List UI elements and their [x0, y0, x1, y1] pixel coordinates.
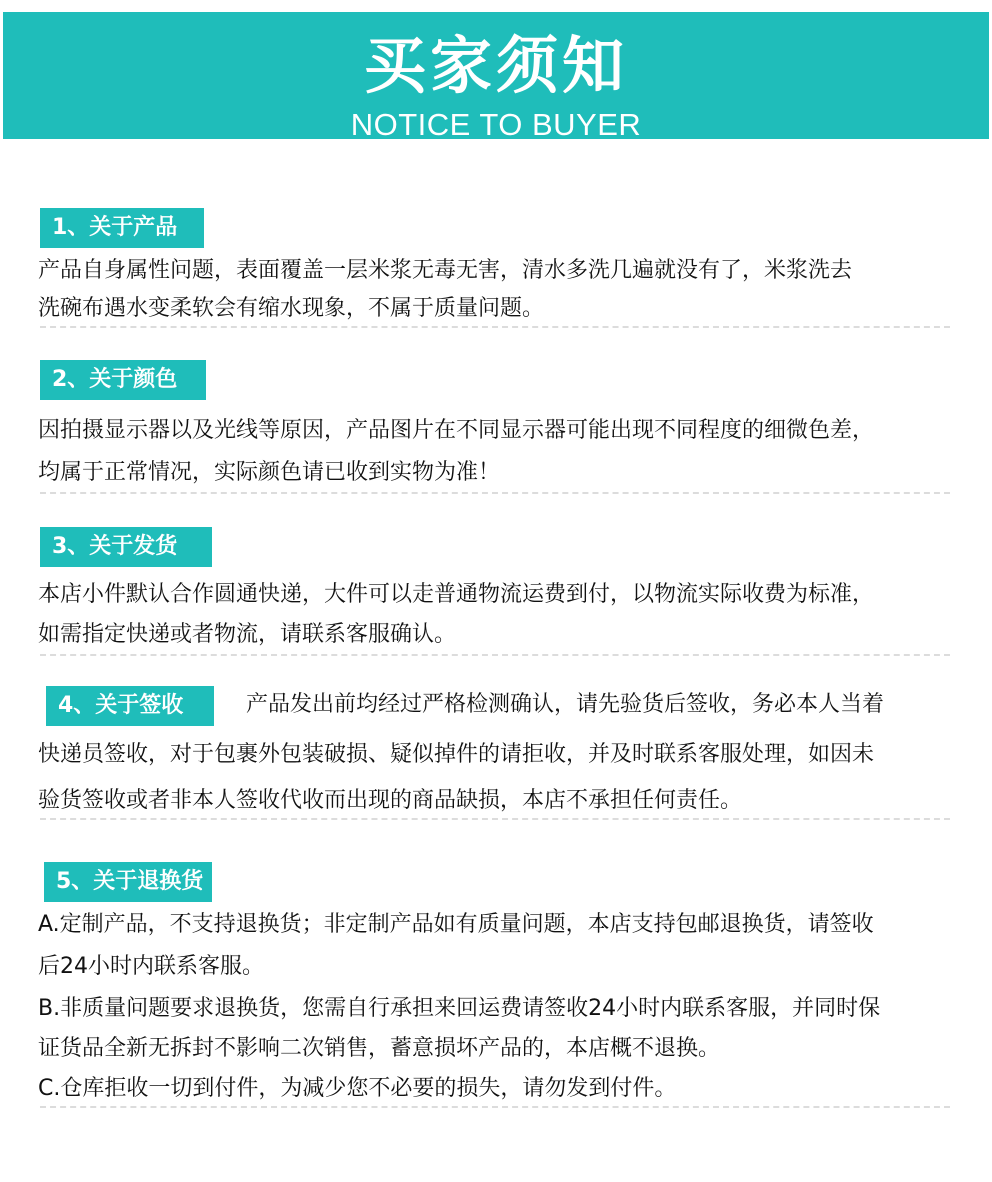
section-product-line-2: 洗碗布遇水变柔软会有缩水现象，不属于质量问题。: [38, 296, 545, 321]
section-receipt-line-3: 验货签收或者非本人签收代收而出现的商品缺损，本店不承担任何责任。: [38, 788, 743, 813]
section-product-line-1: 产品自身属性问题，表面覆盖一层米浆无毒无害，清水多洗几遍就没有了，米浆洗去: [38, 258, 853, 283]
header-banner: [3, 12, 989, 142]
section-receipt-line-1: 产品发出前均经过严格检测确认，请先验货后签收，务必本人当着: [246, 692, 885, 717]
section-returns-line-1: A.定制产品，不支持退换货；非定制产品如有质量问题，本店支持包邮退换货，请签收: [38, 912, 874, 937]
page-title: 买家须知: [363, 29, 628, 102]
section-returns-line-3: B.非质量问题要求退换货，您需自行承担来回运费请签收24小时内联系客服，并同时保: [38, 996, 881, 1021]
section-tag-product: 1、关于产品: [40, 208, 204, 248]
section-tag-returns: 5、关于退换货: [44, 862, 212, 902]
section-divider: [40, 818, 950, 820]
section-divider: [40, 654, 950, 656]
page-subtitle: NOTICE TO BUYER: [350, 107, 642, 142]
section-color-line-1: 因拍摄显示器以及光线等原因，产品图片在不同显示器可能出现不同程度的细微色差，: [38, 418, 875, 443]
section-color-line-2: 均属于正常情况，实际颜色请已收到实物为准！: [38, 460, 501, 485]
section-tag-color: 2、关于颜色: [40, 360, 206, 400]
section-tag-shipping: 3、关于发货: [40, 527, 212, 567]
section-shipping-line-2: 如需指定快递或者物流，请联系客服确认。: [38, 622, 457, 647]
section-shipping-line-1: 本店小件默认合作圆通快递，大件可以走普通物流运费到付，以物流实际收费为标准，: [38, 582, 875, 607]
section-divider: [40, 492, 950, 494]
section-receipt-line-2: 快递员签收，对于包裹外包装破损、疑似掉件的请拒收，并及时联系客服处理，如因未: [38, 742, 875, 767]
section-returns-line-4: 证货品全新无拆封不影响二次销售，蓄意损坏产品的，本店概不退换。: [38, 1036, 721, 1061]
section-tag-receipt: 4、关于签收: [46, 686, 214, 726]
section-divider: [40, 326, 950, 328]
section-returns-line-5: C.仓库拒收一切到付件，为减少您不必要的损失，请勿发到付件。: [38, 1076, 677, 1101]
section-divider: [40, 1106, 950, 1108]
section-returns-line-2: 后24小时内联系客服。: [38, 954, 264, 979]
